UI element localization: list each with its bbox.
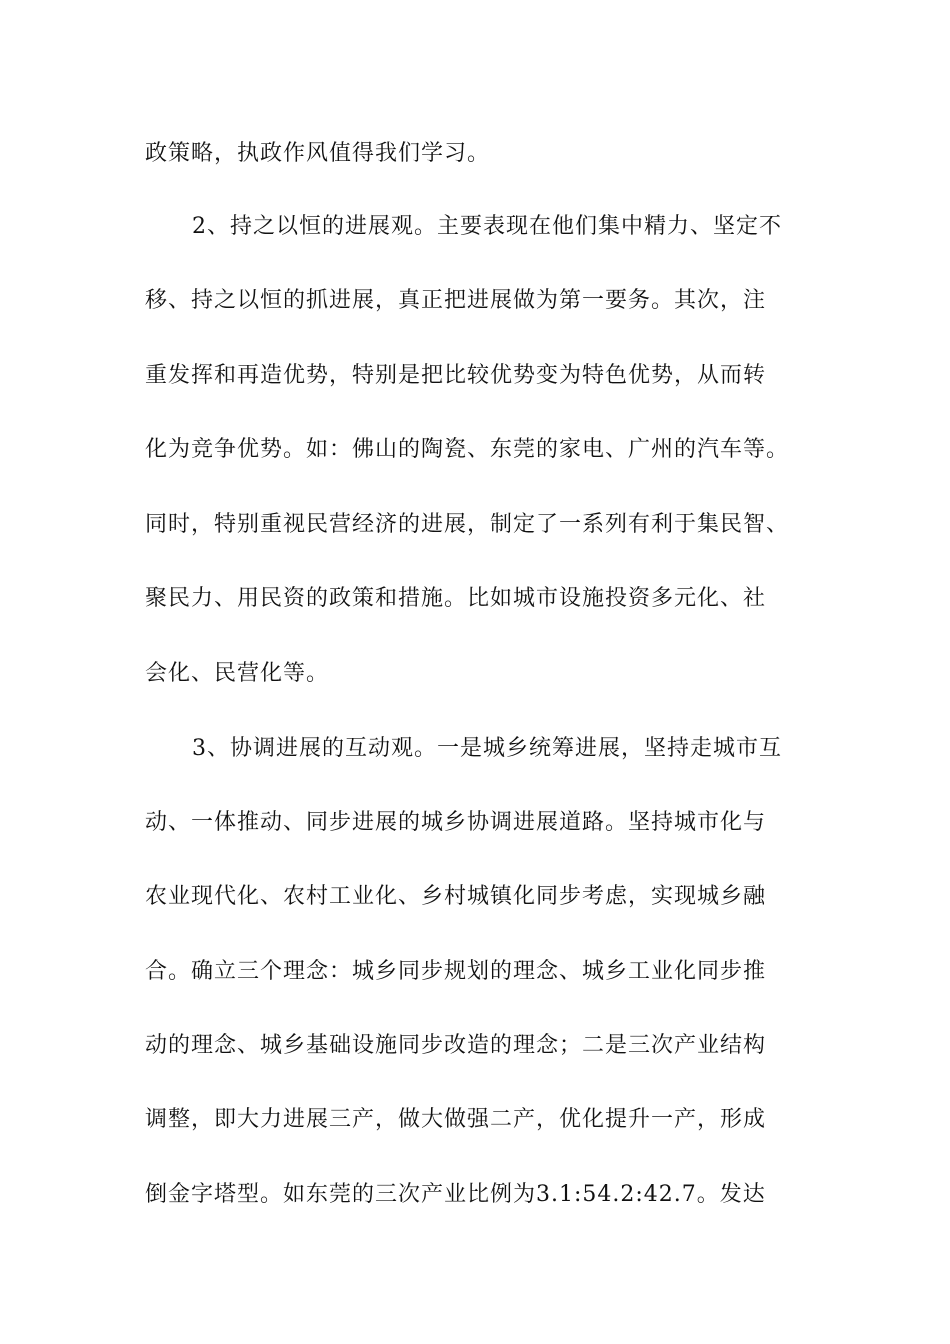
text-line: 动的理念、城乡基础设施同步改造的理念；二是三次产业结构 (145, 1033, 767, 1058)
text-line: 移、持之以恒的抓进展，真正把进展做为第一要务。其次，注 (145, 288, 767, 313)
text-line: 合。确立三个理念：城乡同步规划的理念、城乡工业化同步推 (145, 959, 767, 984)
text-line: 2、持之以恒的进展观。主要表现在他们集中精力、坚定不 (192, 214, 782, 239)
text-line: 同时，特别重视民营经济的进展，制定了一系列有利于集民智、 (145, 512, 790, 537)
text-line: 动、一体推动、同步进展的城乡协调进展道路。坚持城市化与 (145, 810, 767, 835)
text-line: 3、协调进展的互动观。一是城乡统筹进展，坚持走城市互 (192, 736, 782, 761)
text-line: 重发挥和再造优势，特别是把比较优势变为特色优势，从而转 (145, 363, 767, 388)
text-line: 聚民力、用民资的政策和措施。比如城市设施投资多元化、社 (145, 586, 767, 611)
text-line: 会化、民营化等。 (145, 661, 330, 686)
text-line: 倒金字塔型。如东莞的三次产业比例为3.1:54.2:42.7。发达 (145, 1182, 766, 1207)
text-line: 政策略，执政作风值得我们学习。 (145, 141, 491, 166)
text-line: 化为竞争优势。如：佛山的陶瓷、东莞的家电、广州的汽车等。 (145, 437, 790, 462)
text-line: 调整，即大力进展三产，做大做强二产，优化提升一产，形成 (145, 1107, 767, 1132)
text-line: 农业现代化、农村工业化、乡村城镇化同步考虑，实现城乡融 (145, 884, 767, 909)
